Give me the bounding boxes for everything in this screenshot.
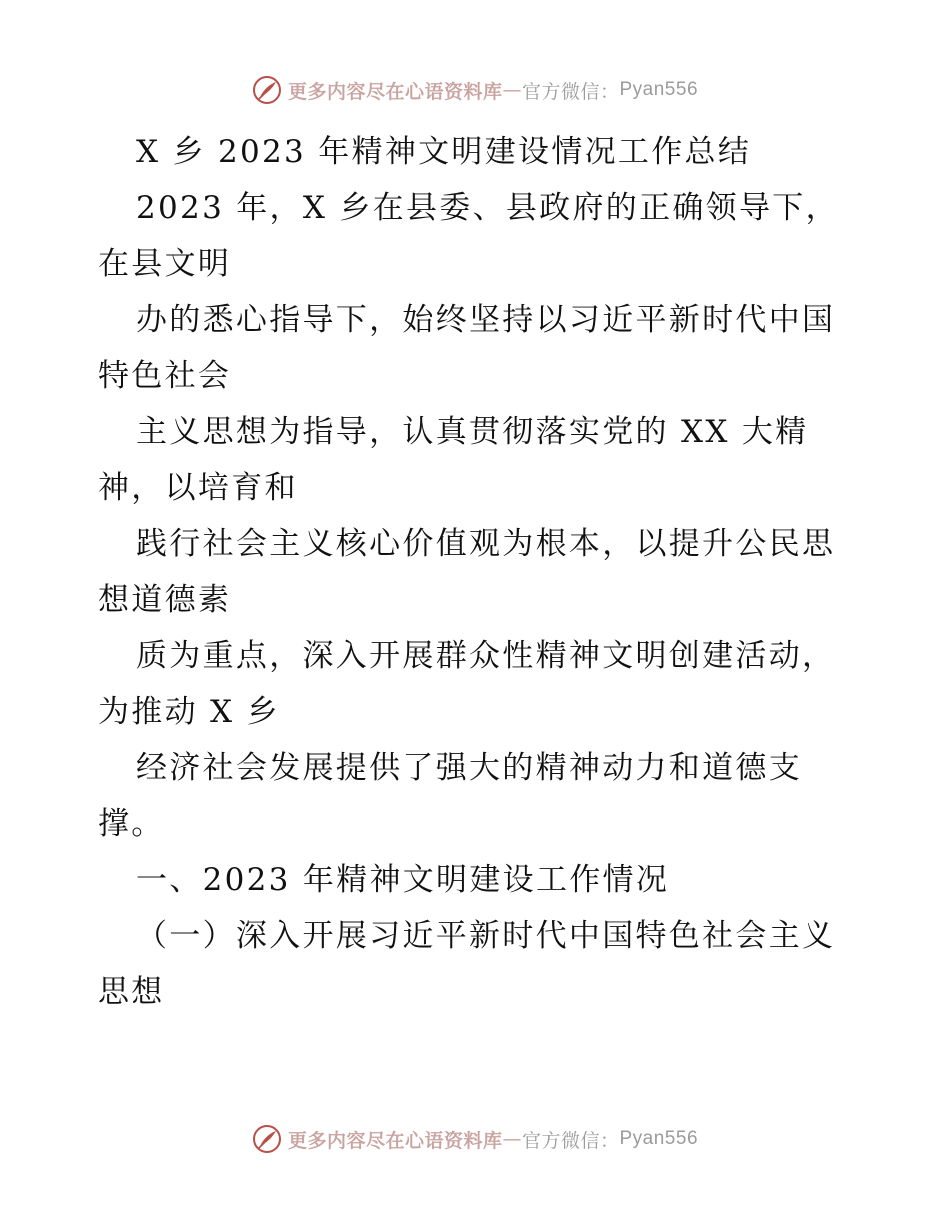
watermark-wechat-label: 官方微信： bbox=[521, 80, 620, 103]
text-line: 2023 年，X 乡在县委、县政府的正确领导下， bbox=[136, 190, 839, 226]
watermark-footer bbox=[0, 1119, 950, 1159]
document-body bbox=[98, 124, 858, 1020]
feather-pen-logo-icon bbox=[252, 1124, 282, 1154]
text-line: 一、2023 年精神文明建设工作情况 bbox=[136, 862, 670, 898]
text-line: （一）深入开展习近平新时代中国特色社会主义 bbox=[136, 918, 836, 954]
watermark-dash: — bbox=[502, 1128, 522, 1150]
text-line: 办的悉心指导下，始终坚持以习近平新时代中国 bbox=[136, 302, 836, 338]
document-title: X 乡 2023 年精神文明建设情况工作总结 bbox=[136, 134, 752, 170]
text-line: 经济社会发展提供了强大的精神动力和道德支 bbox=[136, 750, 802, 786]
text-line: 思想 bbox=[98, 974, 165, 1010]
watermark-wechat-label: 官方微信： bbox=[521, 1129, 620, 1152]
text-line: 撑。 bbox=[98, 806, 165, 842]
text-line: 在县文明 bbox=[98, 246, 232, 282]
text-line: 特色社会 bbox=[98, 358, 232, 394]
watermark-wechat-id: Pyan556 bbox=[619, 1128, 699, 1149]
feather-pen-logo-icon bbox=[252, 75, 282, 105]
text-line: 质为重点，深入开展群众性精神文明创建活动， bbox=[136, 638, 836, 674]
watermark-wechat-id: Pyan556 bbox=[619, 79, 699, 100]
text-line: 主义思想为指导，认真贯彻落实党的 XX 大精 bbox=[136, 414, 809, 450]
watermark-dash: — bbox=[502, 79, 522, 101]
text-line: 践行社会主义核心价值观为根本，以提升公民思 bbox=[136, 526, 836, 562]
watermark-main-text: 更多内容尽在心语资料库 bbox=[287, 1129, 503, 1152]
text-line: 神，以培育和 bbox=[98, 470, 298, 506]
text-line: 为推动 X 乡 bbox=[98, 694, 280, 730]
watermark-main-text: 更多内容尽在心语资料库 bbox=[287, 80, 503, 103]
watermark-header bbox=[0, 70, 950, 110]
text-line: 想道德素 bbox=[98, 582, 232, 618]
